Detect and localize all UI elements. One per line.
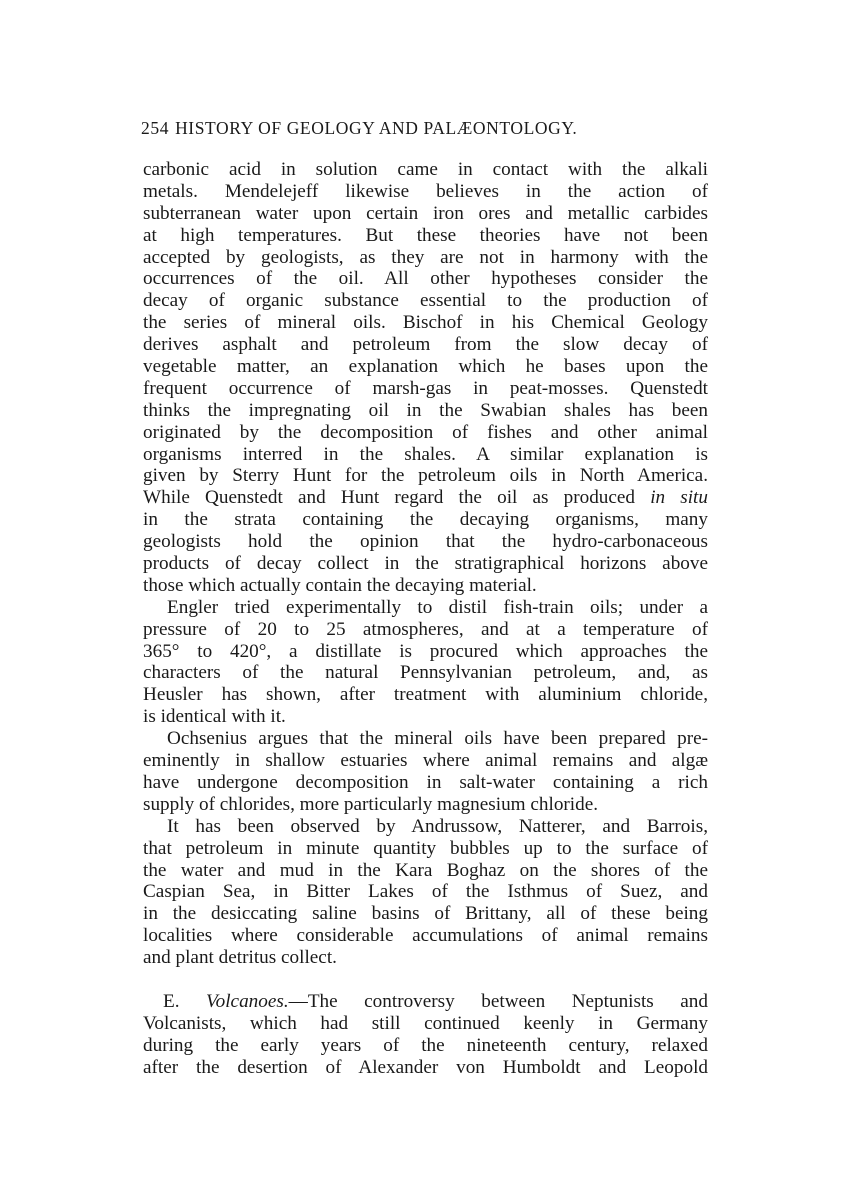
paragraph-andrussow [143,816,708,969]
text-line: after the desertion of Alexander von Humboldt and Leopold [143,1056,708,1078]
text-line: that petroleum in minute quantity bubbles up to the surface of [143,837,708,859]
paragraph-continuation [143,159,708,597]
text-line: originated by the decomposition of fishes and other animal [143,421,708,443]
text-line: subterranean water upon certain iron ores and metallic carbides [143,202,708,224]
text-line: occurrences of the oil. All other hypotheses consider the [143,268,708,290]
text-line: eminently in shallow estuaries where animal remains and algæ [143,750,708,772]
text-segment: —The controversy between Neptunists and [288,990,708,1012]
text-line: the series of mineral oils. Bischof in his Chemical Geology [143,312,708,334]
running-title: HISTORY OF GEOLOGY AND PALÆONTOLOGY. [175,118,578,138]
text-line: Heusler has shown, after treatment with aluminium chloride, [143,684,708,706]
text-line: the water and mud in the Kara Boghaz on the shores of the [143,859,708,881]
text-line: have undergone decomposition in salt-water containing a rich [143,771,708,793]
text-line: in the strata containing the decaying organisms, many [143,509,708,531]
section-volcanoes [143,991,708,1079]
text-segment: While Quenstedt and Hunt regard the oil as produced [143,487,651,509]
text-line: 365° to 420°, a distillate is procured which approaches the [143,640,708,662]
book-page [143,118,708,1079]
text-line: characters of the natural Pennsylvanian petroleum, and, as [143,662,708,684]
page-number: 254 [141,118,170,138]
text-line: Ochsenius argues that the mineral oils have been prepared pre- [167,728,708,750]
section-heading-line [143,991,708,1013]
section-spacer [143,969,708,991]
running-head [141,118,708,139]
paragraph-engler [143,597,708,728]
text-line: those which actually contain the decaying material. [143,574,537,596]
text-line: is identical with it. [143,706,286,728]
text-line: frequent occurrence of marsh-gas in peat-mosses. Quenstedt [143,377,708,399]
text-line: Engler tried experimentally to distil fish-train oils; under a [167,596,708,618]
text-line: geologists hold the opinion that the hydro-carbonaceous [143,531,708,553]
text-line: accepted by geologists, as they are not in harmony with the [143,246,708,268]
text-line [143,487,708,509]
text-line: decay of organic substance essential to the production of [143,290,708,312]
paragraph-ochsenius [143,728,708,816]
text-line: and plant detritus collect. [143,947,337,969]
text-line: It has been observed by Andrussow, Natterer, and Barrois, [167,815,708,837]
section-label: E. [163,990,207,1012]
text-line: thinks the impregnating oil in the Swabian shales has been [143,399,708,421]
text-line: derives asphalt and petroleum from the slow decay of [143,334,708,356]
text-line: localities where considerable accumulations of animal remains [143,925,708,947]
text-line: given by Sterry Hunt for the petroleum oils in North America. [143,465,708,487]
text-line: in the desiccating saline basins of Brittany, all of these being [143,903,708,925]
text-line: pressure of 20 to 25 atmospheres, and at a temperature of [143,618,708,640]
section-title: Volcanoes. [206,990,289,1012]
text-line: Caspian Sea, in Bitter Lakes of the Isthmus of Suez, and [143,881,708,903]
text-line: supply of chlorides, more particularly magnesium chloride. [143,793,599,815]
text-line: metals. Mendelejeff likewise believes in the action of [143,180,708,202]
text-line: at high temperatures. But these theories have not been [143,224,708,246]
italic-phrase: in situ [650,487,708,509]
text-line: during the early years of the nineteenth century, relaxed [143,1034,708,1056]
text-line: products of decay collect in the stratigraphical horizons above [143,553,708,575]
text-line: Volcanists, which had still continued keenly in Germany [143,1012,708,1034]
text-line: vegetable matter, an explanation which he bases upon the [143,356,708,378]
text-line: organisms interred in the shales. A similar explanation is [143,443,708,465]
text-line: carbonic acid in solution came in contact with the alkali [143,159,708,180]
